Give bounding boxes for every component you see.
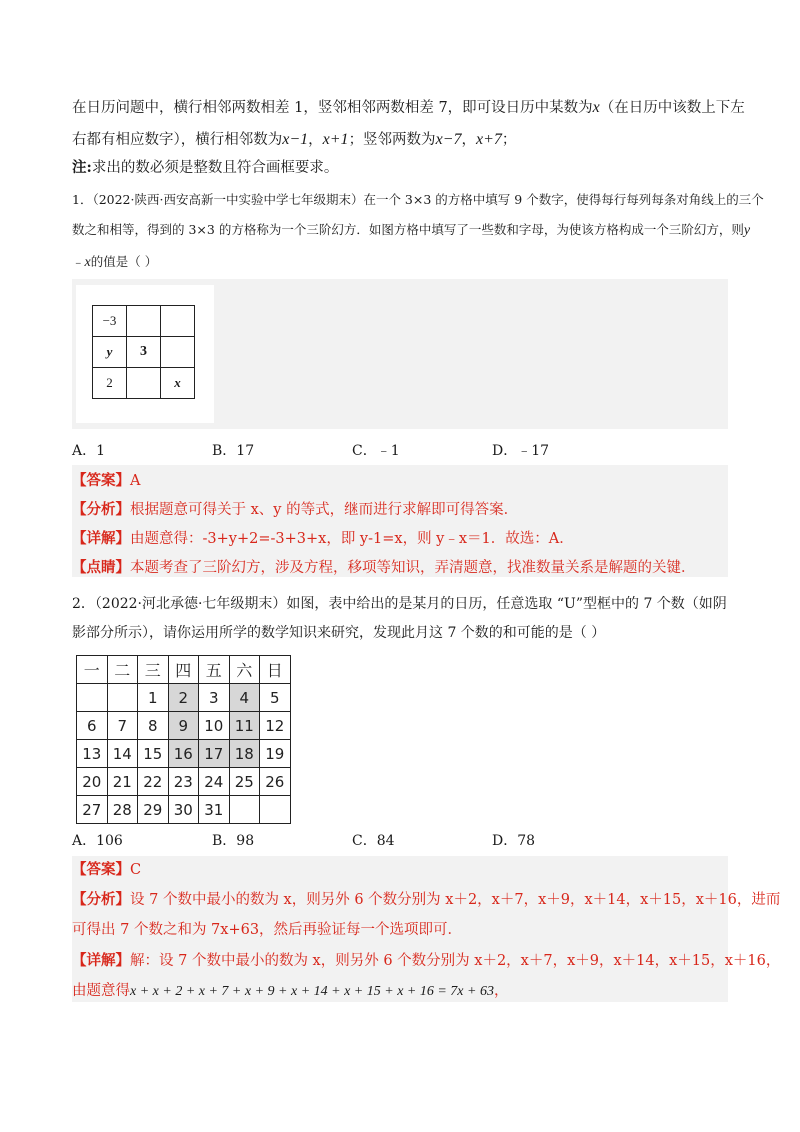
calendar-cell <box>77 684 108 712</box>
grid-cell: 3 <box>127 337 161 368</box>
grid-cell: x <box>161 368 195 399</box>
q1-line-1: 1．（2022·陕西·西安高新一中实验中学七年级期末）在一个 3×3 的方格中填写 9 个数字，使得每行每列每条对角线上的三个 <box>72 192 764 207</box>
intro-text-mid: ；竖邻两数为 <box>348 132 436 148</box>
grid-cell: y <box>93 337 127 368</box>
calendar-cell-shaded: 4 <box>229 684 260 712</box>
q2-option-b: B．98 <box>212 833 255 849</box>
intro-text-tail: （在日历中该数上下左 <box>599 100 745 116</box>
q1-analysis <box>72 500 518 520</box>
semicolon: ； <box>501 132 517 148</box>
analysis-text: 根据题意可得关于 x、y 的等式，继而进行求解即可得答案． <box>130 502 519 518</box>
grid-cell <box>127 368 161 399</box>
calendar-cell: 23 <box>168 768 199 796</box>
intro-line-2 <box>72 130 516 150</box>
detail-label: 【详解】 <box>72 530 130 547</box>
sum-equation: x + x + 2 + x + 7 + x + 9 + x + 14 + x + 15 + x + 16 = 7x + 63 <box>130 984 494 999</box>
calendar-cell: 3 <box>199 684 230 712</box>
calendar-cell-shaded: 17 <box>199 740 230 768</box>
q2-analysis-2: 可得出 7 个数之和为 7x+63，然后再验证每一个选项即可． <box>72 922 463 938</box>
analysis-text-1: 设 7 个数中最小的数为 x，则另外 6 个数分别为 x＋2，x＋7，x＋9，x＋14，x＋15，x＋16，进而 <box>130 892 781 908</box>
intro-text-2: 右都有相应数字），横行相邻数为 <box>72 132 283 148</box>
intro-text: 在日历问题中，横行相邻两数相差 1，竖邻相邻两数相差 7，即可设日历中某数为 <box>72 100 593 116</box>
expr-x-plus-1: x+1 <box>322 131 349 148</box>
q1-detail <box>72 529 574 549</box>
comma-end: ， <box>493 983 509 999</box>
calendar-cell: 27 <box>77 796 108 824</box>
comma-2: ， <box>461 132 476 148</box>
q2-analysis-1 <box>72 890 780 910</box>
calendar-cell: 20 <box>77 768 108 796</box>
analysis-label: 【分析】 <box>72 501 130 518</box>
calendar-cell: 14 <box>107 740 138 768</box>
calendar-cell: 13 <box>77 740 108 768</box>
calendar-cell: 8 <box>138 712 169 740</box>
q1-answer <box>72 471 140 491</box>
answer-value: A <box>130 473 141 489</box>
q1-line-2 <box>72 220 750 241</box>
answer-value: C <box>130 862 142 878</box>
note-line <box>72 158 338 178</box>
q1-comment <box>72 558 696 578</box>
calendar-cell-shaded: 9 <box>168 712 199 740</box>
variable-x: x <box>592 99 600 116</box>
q2-line-2: 影部分所示），请你运用所学的数学知识来研究，发现此月这 7 个数的和可能的是（ ） <box>72 625 606 641</box>
calendar-header-cell: 五 <box>199 656 230 684</box>
note-text: 求出的数必须是整数且符合画框要求。 <box>91 160 339 176</box>
calendar-cell: 15 <box>138 740 169 768</box>
comment-label: 【点睛】 <box>72 559 130 576</box>
grid-cell <box>127 306 161 337</box>
calendar-cell: 6 <box>77 712 108 740</box>
q2-answer <box>72 860 141 880</box>
calendar-cell: 28 <box>107 796 138 824</box>
calendar-cell: 24 <box>199 768 230 796</box>
calendar-cell-shaded: 11 <box>229 712 260 740</box>
detail-text-1: 解：设 7 个数中最小的数为 x，则另外 6 个数分别为 x＋2，x＋7，x＋9，x＋14，x＋15，x＋16， <box>130 953 781 969</box>
q1-option-a: A．1 <box>72 443 106 459</box>
grid-cell <box>161 337 195 368</box>
calendar-header-cell: 四 <box>168 656 199 684</box>
calendar-cell: 10 <box>199 712 230 740</box>
note-label: 注: <box>72 159 92 176</box>
calendar-cell: 31 <box>199 796 230 824</box>
answer-label: 【答案】 <box>72 472 130 489</box>
magic-square-grid <box>92 305 195 399</box>
calendar-cell: 12 <box>260 712 291 740</box>
q2-option-c: C．84 <box>352 833 395 849</box>
variable-x-q1: x <box>84 255 91 270</box>
calendar-header-cell: 一 <box>77 656 108 684</box>
calendar-header-cell: 六 <box>229 656 260 684</box>
q2-detail-2 <box>72 981 508 1002</box>
minus-sign: ﹣ <box>72 254 85 269</box>
q1-option-c: C．﹣1 <box>352 443 400 459</box>
q1-text-3: 的值是（ ） <box>90 254 158 269</box>
calendar-cell: 19 <box>260 740 291 768</box>
q1-option-b: B．17 <box>212 443 255 459</box>
comment-text: 本题考查了三阶幻方，涉及方程，移项等知识，弄清题意，找准数量关系是解题的关键． <box>130 560 696 576</box>
q1-option-d: D．﹣17 <box>492 443 550 459</box>
detail-text: 由题意得：-3+y+2=-3+3+x，即 y-1=x，则 y﹣x＝1．故选：A． <box>130 531 574 547</box>
calendar-cell: 7 <box>107 712 138 740</box>
calendar-cell: 21 <box>107 768 138 796</box>
comma: ， <box>308 132 323 148</box>
calendar-header-cell: 三 <box>138 656 169 684</box>
intro-line-1 <box>72 98 745 118</box>
q2-option-d: D．78 <box>492 833 536 849</box>
detail-label: 【详解】 <box>72 952 130 969</box>
calendar-cell: 22 <box>138 768 169 796</box>
grid-cell: −3 <box>93 306 127 337</box>
q2-option-a: A．106 <box>72 833 123 849</box>
calendar-table <box>76 655 291 824</box>
detail-prefix: 由题意得 <box>72 983 130 999</box>
q2-line-1: 2．（2022·河北承德·七年级期末）如图，表中给出的是某月的日历，任意选取 “U”型框中的 7 个数（如阴 <box>72 596 727 612</box>
calendar-header-cell: 日 <box>260 656 291 684</box>
calendar-cell: 29 <box>138 796 169 824</box>
variable-y: y <box>743 223 751 238</box>
calendar-cell: 26 <box>260 768 291 796</box>
calendar-cell: 25 <box>229 768 260 796</box>
expr-x-plus-7: x+7 <box>475 131 502 148</box>
calendar-cell-shaded: 18 <box>229 740 260 768</box>
calendar-cell-shaded: 16 <box>168 740 199 768</box>
expr-x-minus-7: x−7 <box>435 131 462 148</box>
calendar-cell: 30 <box>168 796 199 824</box>
analysis-label: 【分析】 <box>72 891 130 908</box>
calendar-header-cell: 二 <box>107 656 138 684</box>
answer-label: 【答案】 <box>72 861 130 878</box>
calendar-cell <box>260 796 291 824</box>
q2-detail-1 <box>72 951 780 971</box>
q1-text-2: 数之和相等，得到的 3×3 的方格称为一个三阶幻方．如图方格中填写了一些数和字母，为使该方格构成一个三阶幻方，则 <box>72 222 744 237</box>
calendar-cell: 5 <box>260 684 291 712</box>
grid-cell: 2 <box>93 368 127 399</box>
calendar-cell-shaded: 2 <box>168 684 199 712</box>
calendar-cell: 1 <box>138 684 169 712</box>
q1-line-3 <box>72 252 157 273</box>
calendar-cell <box>229 796 260 824</box>
grid-cell <box>161 306 195 337</box>
expr-x-minus-1: x−1 <box>282 131 309 148</box>
calendar-cell <box>107 684 138 712</box>
